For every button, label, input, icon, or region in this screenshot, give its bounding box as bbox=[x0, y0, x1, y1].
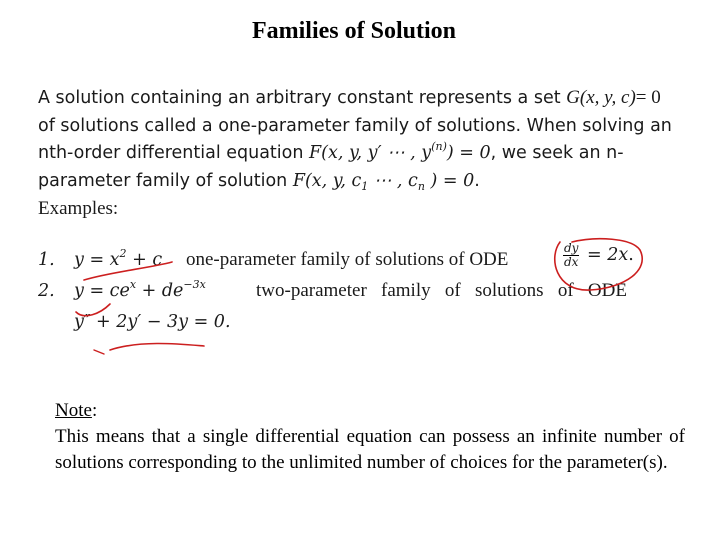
example-2-ode-line bbox=[38, 312, 698, 343]
slide-title: Families of Solution bbox=[251, 18, 456, 44]
nth-order-equation: F(x, y, y′ ⋯ , $y^{(n)}) = 0$ bbox=[309, 140, 491, 163]
note-block: Note: This means that a single differential equation can possess an infinite number of solutions corresponding to the unlimited number of choices for the parameter(s). bbox=[55, 400, 685, 473]
example-1-description: one-parameter family of solutions of ODE bbox=[186, 249, 509, 270]
note-text: This means that a single differential equation can possess an infinite number of solutions corresponding to the unlimited number of choices for the parameter(s). bbox=[55, 426, 685, 473]
paragraph-line-2: of solutions called a one-parameter family of solutions. When solving an bbox=[38, 115, 672, 136]
example-2 bbox=[38, 278, 698, 312]
example-2-solution: $y = ce^x + de^{-3x}$ bbox=[74, 278, 206, 301]
example-2-description: two-parameter family of solutions of ODE bbox=[256, 280, 627, 301]
tick-mark bbox=[94, 350, 104, 354]
paragraph-line-1: A solution containing an arbitrary constant represents a set G(x, y, c)= 0 bbox=[38, 87, 661, 108]
n-parameter-family-equation: F(x, y, $c_1$ ⋯ , $c_n$ ) = 0 bbox=[292, 170, 475, 193]
paragraph-line-4: parameter family of solution F(x, y, $c_1$ ⋯ , $c_n$ ) = 0. bbox=[38, 170, 480, 193]
example-1-solution: $y = x^2 + c$ bbox=[74, 247, 163, 270]
note-label: Note bbox=[55, 400, 92, 421]
paragraph-line-3: nth-order differential equation F(x, y, y′ ⋯ , $y^{(n)}) = 0$, we seek an n- bbox=[38, 140, 624, 163]
example-number: 2. bbox=[38, 281, 55, 301]
example-1-ode: $\frac{dy}{dx}$ = 2x. bbox=[564, 241, 634, 269]
intro-paragraph bbox=[38, 84, 688, 223]
example-1 bbox=[38, 241, 698, 281]
set-notation: G(x, y, c) bbox=[566, 87, 636, 108]
examples-list bbox=[38, 241, 698, 343]
example-number: 1. bbox=[38, 250, 55, 270]
examples-label: Examples: bbox=[38, 198, 119, 219]
underline-stroke-3 bbox=[110, 344, 204, 351]
example-2-ode: y″ + 2y′ − 3y = 0. bbox=[74, 312, 231, 332]
